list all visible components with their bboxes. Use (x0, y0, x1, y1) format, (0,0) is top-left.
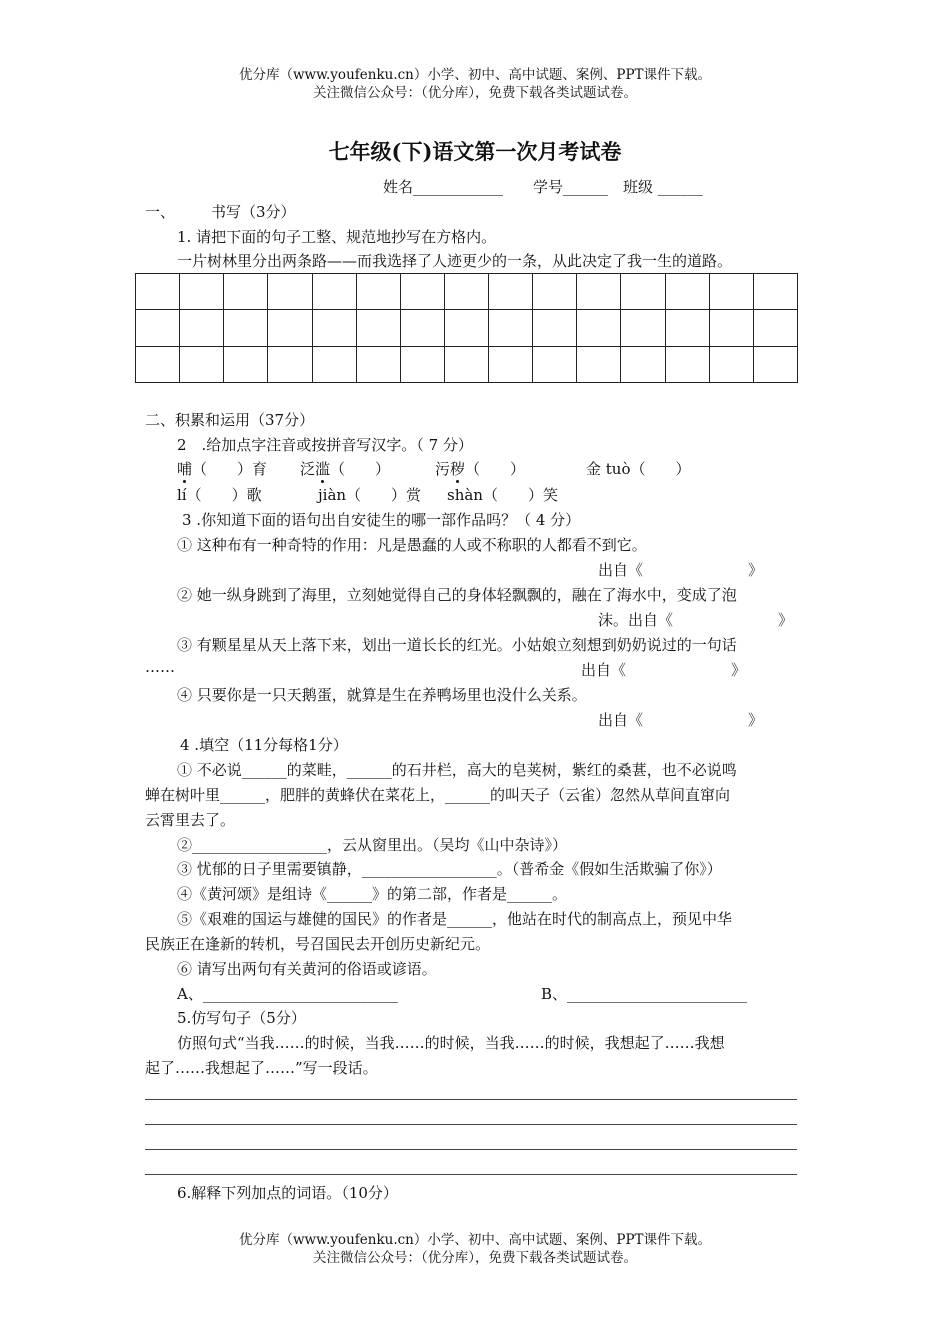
section-2-heading: 二、积累和运用（37分） (145, 411, 315, 429)
page-footer-line-1: 优分库（www.youfenku.cn）小学、初中、高中试题、案例、PPT课件下载。 (238, 1232, 712, 1248)
question-1-prompt: 1. 请把下面的句子工整、规范地抄写在方格内。 (177, 228, 497, 246)
page-footer-line-2: 关注微信公众号：（优分库），免费下载各类试题试卷。 (313, 1250, 637, 1266)
page-header-line-2: 关注微信公众号：（优分库），免费下载各类试题试卷。 (313, 85, 637, 101)
question-2-prompt: 2 .给加点字注音或按拼音写汉字。（ 7 分） (177, 436, 473, 454)
q4-item-1-line-2: 蝉在树叶里______，肥胖的黄蜂伏在菜花上，______的叫天子（云雀）忽然从草间直窜向 (145, 786, 731, 804)
pinyin-item-2: 泛滥（ ） (300, 460, 391, 478)
q4-answer-a[interactable]: A、__________________________ (177, 985, 398, 1003)
q4-answer-b[interactable]: B、________________________ (541, 985, 748, 1003)
question-1-sentence: 一片树林里分出两条路——而我选择了人迹更少的一条，从此决定了我一生的道路。 (177, 252, 733, 270)
q4-item-5-line-2: 民族正在逢新的转机，号召国民去开创历史新纪元。 (145, 935, 491, 953)
answer-line[interactable] (145, 1149, 797, 1150)
section-1-heading: 书写（3分） (211, 203, 296, 221)
answer-line[interactable] (145, 1099, 797, 1100)
writing-grid[interactable] (135, 273, 798, 383)
q5-instruction-line-2: 起了……我想起了……”写一段话。 (145, 1059, 378, 1077)
pinyin-item-6: jiàn（ ）赏 (318, 486, 422, 504)
pinyin-item-4: 金 tuò（ ） (586, 460, 691, 478)
dotted-char: 滥 (315, 460, 331, 478)
question-5-prompt: 5.仿写句子（5分） (177, 1009, 306, 1027)
q3-item-2-line-1: ② 她一纵身跳到了海里，立刻她觉得自己的身体轻飘飘的，融在了海水中，变成了泡 (177, 586, 737, 604)
q3-item-1-source: 出自《 》 (598, 561, 764, 579)
question-4-prompt: 4 .填空（11分每格1分） (180, 736, 348, 754)
q5-instruction-line-1: 仿照句式“当我……的时候，当我……的时候，当我……的时候，我想起了……我想 (177, 1034, 725, 1052)
answer-line[interactable] (145, 1124, 797, 1125)
q3-item-1: ① 这种布有一种奇特的作用：凡是愚蠢的人或不称职的人都看不到它。 (177, 536, 647, 554)
pinyin-item-1: 哺（ ）育 (177, 460, 268, 478)
q4-item-3: ③ 忧郁的日子里需要镇静，__________________。（普希金《假如生活欺骗了你》） (177, 860, 722, 878)
question-6-prompt: 6.解释下列加点的词语。（10分） (177, 1184, 398, 1202)
pinyin-item-3: 污秽（ ） (435, 460, 526, 478)
q4-item-5-line-1: ⑤《艰难的国运与雄健的国民》的作者是______，他站在时代的制高点上，预见中华 (177, 910, 733, 928)
q3-item-3-line-2: …… (145, 658, 175, 676)
grid-row (136, 274, 798, 310)
pinyin-item-5: lí（ ）歌 (177, 486, 262, 504)
answer-line[interactable] (145, 1174, 797, 1175)
pinyin-item-7: shàn（ ）笑 (447, 486, 558, 504)
q3-item-4: ④ 只要你是一只天鹅蛋，就算是生在养鸭场里也没什么关系。 (177, 686, 587, 704)
student-info-fields: 姓名____________ 学号______ 班级 ______ (383, 178, 703, 196)
q4-item-1-line-3: 云霄里去了。 (145, 811, 236, 829)
grid-row (136, 310, 798, 346)
question-3-prompt: 3 .你知道下面的语句出自安徒生的哪一部作品吗？（ 4 分） (182, 511, 581, 529)
q4-item-6: ⑥ 请写出两句有关黄河的俗语或谚语。 (177, 960, 437, 978)
q3-item-3-source: 出自《 》 (581, 661, 747, 679)
q4-item-2: ②__________________，云从窗里出。（吴均《山中杂诗》） (177, 836, 568, 854)
q4-item-1-line-1: ① 不必说______的菜畦，______的石井栏，高大的皂荚树，紫红的桑葚，也不必说鸣 (177, 761, 737, 779)
q4-item-4: ④《黄河颂》是组诗《______》的第二部，作者是______。 (177, 885, 568, 903)
exam-title: 七年级(下)语文第一次月考试卷 (328, 139, 622, 164)
q3-item-3-line-1: ③ 有颗星星从天上落下来，划出一道长长的红光。小姑娘立刻想到奶奶说过的一句话 (177, 636, 737, 654)
dotted-char: 哺 (177, 460, 193, 478)
dotted-char: 秽 (450, 460, 466, 478)
section-1-number: 一、 (145, 203, 176, 221)
q3-item-4-source: 出自《 》 (598, 711, 764, 729)
page-header-line-1: 优分库（www.youfenku.cn）小学、初中、高中试题、案例、PPT课件下载。 (238, 67, 712, 83)
grid-row (136, 346, 798, 382)
q3-item-2-line-2: 沫。出自《 》 (598, 611, 794, 629)
